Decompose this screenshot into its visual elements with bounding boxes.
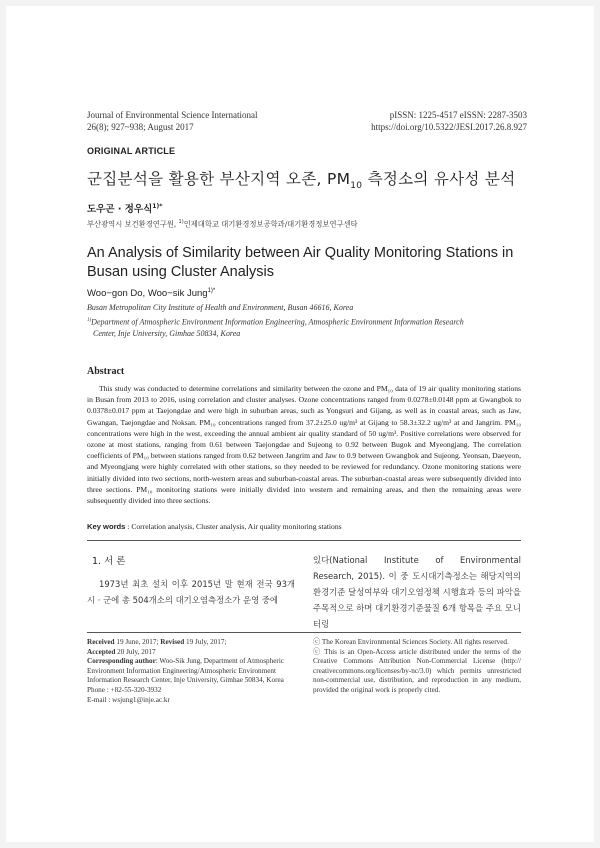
journal-info	[87, 109, 257, 133]
corresponding-label: Corresponding author	[87, 657, 156, 666]
korean-author-names: 도우곤 · 정우식	[87, 204, 153, 215]
journal-name: Journal of Environmental Science International	[87, 110, 258, 120]
received-label: Received	[87, 638, 115, 646]
english-affiliation-mark: 1)	[87, 318, 92, 323]
revised-label: Revised	[160, 638, 185, 646]
issn-doi	[371, 109, 527, 133]
keywords-label: Key words	[87, 522, 126, 531]
abstract-text: This study was conducted to determine correlations and similarity between the ozone and PM₁₀ data of 19 air quality monitoring stations in Busan from 2013 to 2016, using correlation and cluster analyses. Ozone concentrations ranged from 0.0278±0.0148 ppm at Gwangbok to 0.0378±0.017 ppm at Taejongdae and were high in suburban areas, such as Yongsuri and Gijang, as well as in coastal areas, such as Jaw, Gwangan, Taejongdae and Noksan. PM₁₀ concentrations ranged from 37.2±25.0 ug/m³ at Gijang to 58.3±32.2 ug/m³ at and Jangrim. PM₁₀ concentrations were high in the west, exceeding the annual ambient air quality standard of 50 ug/m³. Positive correlations were observed for ozone at most stations, ranging from 0.61 between Taejongdae and Sujeong to 0.92 between Bugok and Myeongjang. The correlation coefficients of PM₁₀ between stations ranged from 0.62 between Jangrim and Jaw to 0.9 between Gwangbok and Sujeong. Yeonsan, Daeyeon, and Myeongjang were highly correlated with other stations, so they needed to be reviewed for redundancy. Ozone monitoring stations were initially divided into two sections, north-western areas and suburban-coastal areas. The suburban-coastal areas were subsequently divided into three sections. PM₁₀ monitoring stations were initially divided into western and remaining areas, and then the remaining areas were subsequently divided into three sections.	[87, 384, 521, 506]
english-author-mark: 1)*	[207, 288, 216, 294]
intro-right-column	[313, 552, 521, 632]
english-author-names: Woo−gon Do, Woo−sik Jung	[87, 288, 208, 300]
article-info	[87, 638, 295, 705]
english-affiliation	[87, 302, 527, 339]
keywords	[87, 522, 342, 531]
korean-affiliation-mark: 1)	[178, 219, 184, 225]
dates-line2	[87, 648, 295, 658]
korean-title-tail: 측정소의 유사성 분석	[362, 170, 516, 188]
issn: pISSN: 1225-4517 eISSN: 2287-3503	[389, 110, 527, 120]
korean-title-main: 군집분석을 활용한 부산지역 오존, PM	[87, 170, 351, 188]
korean-affiliation-2: 인제대학교 대기환경정보공학과/대기환경정보연구센타	[183, 219, 358, 229]
footer-divider	[87, 632, 521, 633]
corresponding-text: : Woo-Sik Jung, Department of Atmospheric Environment Information Engineering/Atmospheric Environment Information Research Center, Inje University, Gimhae 50834, Korea	[87, 657, 285, 685]
phone: Phone : +82-55-320-3932	[87, 685, 162, 694]
intro-right-text: 있다(National Institute of Environmental Research, 2015). 이 중 도시대기측정소는 해당지역의 환경기준 달성여부와 대기오염정책 시행효과 등의 파악을 주목적으로 하며 대기환경기준물질 6개 항목을 주요 모니터링	[313, 555, 521, 629]
abstract-body	[87, 383, 521, 506]
english-affiliation-2-line1: Department of Atmospheric Environment Information Engineering, Atmospheric Environment Information Research	[91, 317, 464, 327]
english-title-line2: Busan using Cluster Analysis	[87, 264, 274, 280]
journal-volume: 26(8); 927~938; August 2017	[87, 122, 194, 132]
intro-left-text: 1973년 최초 설치 이후 2015년 말 현재 전국 93개 시 · 군에 총 504개소의 대기오염측정소가 운영 중에	[87, 579, 295, 605]
license-text: ⓒ This is an Open-Access article distributed under the terms of the Creative Commons Attribution Non-Commercial License (http:// creativecommons.org/licenses/by-nc/3.0) which permits unrestricted non-commercial use, distribution, and reproduction in any medium, provided the original work is properly cited.	[313, 647, 521, 694]
corresponding-author	[87, 657, 295, 686]
page	[6, 6, 594, 842]
section-heading: 1. 서 론	[92, 556, 126, 567]
korean-affiliation	[87, 219, 358, 229]
intro-left-column	[87, 576, 295, 608]
copyright-notice	[313, 638, 521, 696]
korean-authors	[87, 201, 162, 215]
keywords-list: : Correlation analysis, Cluster analysis, Air quality monitoring stations	[125, 522, 342, 531]
english-affiliation-1: Busan Metropolitan City Institute of Health and Environment, Busan 46616, Korea	[87, 303, 354, 312]
article-type: ORIGINAL ARTICLE	[87, 146, 176, 156]
english-authors	[87, 288, 215, 299]
korean-title-sub: 10	[350, 181, 363, 192]
english-affiliation-2-line2: Center, Inje University, Gimhae 50834, Korea	[93, 328, 241, 338]
abstract-divider	[87, 540, 521, 541]
english-title	[87, 244, 513, 282]
korean-author-mark: 1)*	[152, 202, 163, 210]
english-title-line1: An Analysis of Similarity between Air Quality Monitoring Stations in	[87, 245, 514, 261]
email[interactable]: E-mail : wsjung1@inje.ac.kr	[87, 695, 170, 704]
english-affiliation-2	[87, 315, 527, 328]
korean-title	[87, 167, 515, 191]
revised-date: 19 July, 2017;	[184, 638, 227, 646]
abstract-heading: Abstract	[87, 366, 125, 377]
received-date: 19 June, 2017;	[114, 638, 161, 646]
copyright-line: ⓒ The Korean Environmental Sciences Society. All rights reserved.	[313, 638, 509, 646]
korean-affiliation-1: 부산광역시 보건환경연구원,	[87, 219, 179, 229]
accepted-date: 20 July, 2017	[115, 647, 156, 656]
dates-line1	[87, 638, 295, 648]
accepted-label: Accepted	[87, 647, 116, 656]
doi-link[interactable]: https://doi.org/10.5322/JESI.2017.26.8.927	[371, 122, 527, 132]
